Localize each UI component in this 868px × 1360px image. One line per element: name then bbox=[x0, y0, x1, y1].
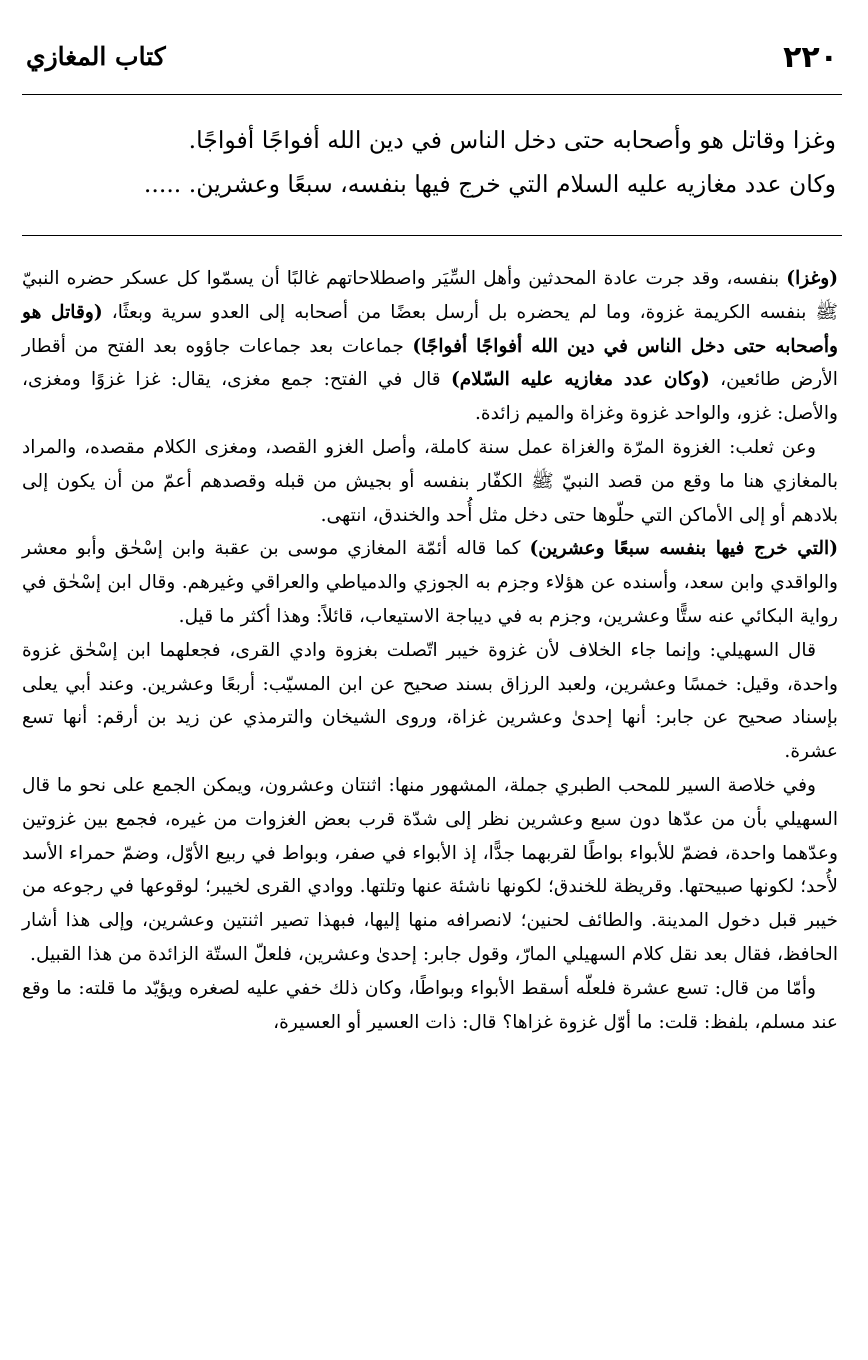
quoted-phrase: (وقاتل هو وأصحابه حتى دخل الناس في دين الله أفواجًا أفواجًا) bbox=[22, 301, 839, 357]
text-commentary-divider bbox=[22, 235, 842, 236]
main-text-line-1: وغزا وقاتل هو وأصحابه حتى دخل الناس في دين الله أفواجًا أفواجًا. bbox=[188, 126, 836, 154]
quoted-phrase: (وغزا) bbox=[786, 268, 838, 289]
main-text bbox=[28, 118, 836, 206]
commentary-paragraph-2: وعن ثعلب: الغزوة المرّة والغزاة عمل سنة كاملة، وأصل الغزو القصد، ومغزى الكلام مقصده، والمراد بالمغازي هنا ما وقع من قصد النبيّ ﷺ الكفّار بنفسه أو بجيش من قبله وقصدهم أعمّ من أن يكون إلى بلادهم أو إلى الأماكن التي حلّوها حتى دخل مثل أُحد والخندق، انتهى. bbox=[22, 436, 838, 526]
commentary-paragraph-6: وأمّا من قال: تسع عشرة فلعلّه أسقط الأبواء وبواطًا، وكان ذلك خفي عليه لصغره ويؤيّد ما قلته: ما وقع عند مسلم، بلفظ: قلت: ما أوّل غزوة غزاها؟ قال: ذات العسير أو العسيرة، bbox=[22, 977, 838, 1033]
commentary-text: قال في الفتح: جمع مغزى، يقال: غزا غزوًا ومغزى، والأصل: غزو، والواحد غزوة وغزاة والميم زائدة. bbox=[22, 369, 838, 425]
page-header bbox=[24, 36, 842, 82]
quoted-phrase: (وكان عدد مغازيه عليه السّلام) bbox=[450, 369, 710, 391]
commentary-paragraph-1 bbox=[22, 262, 838, 431]
commentary-text: بنفسه، وقد جرت عادة المحدثين وأهل السِّيَر واصطلاحاتهم غالبًا أن يسمّوا كل عسكر حضره النبيّ ﷺ بنفسه الكريمة غزوة، وما لم يحضره بل أرسل بعضًا من أصحابه إلى العدو سرية وبعثًا، bbox=[22, 268, 838, 323]
main-text-line-2: وكان عدد مغازيه عليه السلام التي خرج فيها بنفسه، سبعًا وعشرين. ..... bbox=[143, 170, 836, 198]
quoted-phrase: (التي خرج فيها بنفسه سبعًا وعشرين) bbox=[529, 538, 839, 560]
commentary bbox=[22, 262, 838, 1039]
commentary-paragraph-4: قال السهيلي: وإنما جاء الخلاف لأن غزوة خيبر اتّصلت بغزوة وادي القرى، فجعلهما ابن إسْحٰق غزوة واحدة، وقيل: خمسًا وعشرين، ولعبد الرزاق بسند صحيح عن ابن المسيّب: أربعًا وعشرين. وعند أبي يعلى بإسناد صحيح عن جابر: أنها إحدىٰ وعشرين غزاة، وروى الشيخان والترمذي عن زيد بن أرقم: أنها تسع عشرة. bbox=[22, 639, 838, 763]
commentary-paragraph-3 bbox=[22, 532, 838, 633]
page-number: ٢٢٠ bbox=[783, 40, 838, 75]
running-title: كتاب المغازي bbox=[26, 42, 166, 71]
commentary-text: جماعات بعد جماعات جاؤوه بعد الفتح من أقطار الأرض طائعين، bbox=[22, 335, 838, 391]
commentary-paragraph-5: وفي خلاصة السير للمحب الطبري جملة، المشهور منها: اثنتان وعشرون، ويمكن الجمع على نحو ما قال السهيلي بأن من عدّها دون سبع وعشرين نظر إلى شدّة قرب بعض الغزوات من غيره، فجمع بين غزوتين وعدّهما واحدة، فضمّ للأبواء بواطًا لقربهما جدًّا، إذ الأبواء في صفر، وبواط في ربيع الأوّل، وضمّ حمراء الأسد لأُحد؛ لكونها صبيحتها. وقريظة للخندق؛ لكونها ناشئة عنها وتلتها. ووادي القرى لخيبر؛ لوقوعها في رجوعه من خيبر قبل دخول المدينة. والطائف لحنين؛ لانصرافه منها إليها، فبهذا تصير اثنتين وعشرين، وإلى هذا أشار الحافظ، فقال بعد نقل كلام السهيلي المارّ، وقول جابر: إحدىٰ وعشرين، فلعلّ الستّة الزائدة من هذا القبيل. bbox=[22, 774, 838, 965]
header-divider bbox=[22, 94, 842, 95]
commentary-text: كما قاله أئمّة المغازي موسى بن عقبة وابن إسْحٰق وأبو معشر والواقدي وابن سعد، وأسنده عن هؤلاء وجزم به الجوزي والدمياطي والعراقي وغيرهم. وقال ابن إسْحٰق في رواية البكائي عنه ستًّا وعشرين، وجزم به في ديباجة الاستيعاب، قائلاً: وهذا أكثر ما قيل. bbox=[22, 538, 838, 627]
